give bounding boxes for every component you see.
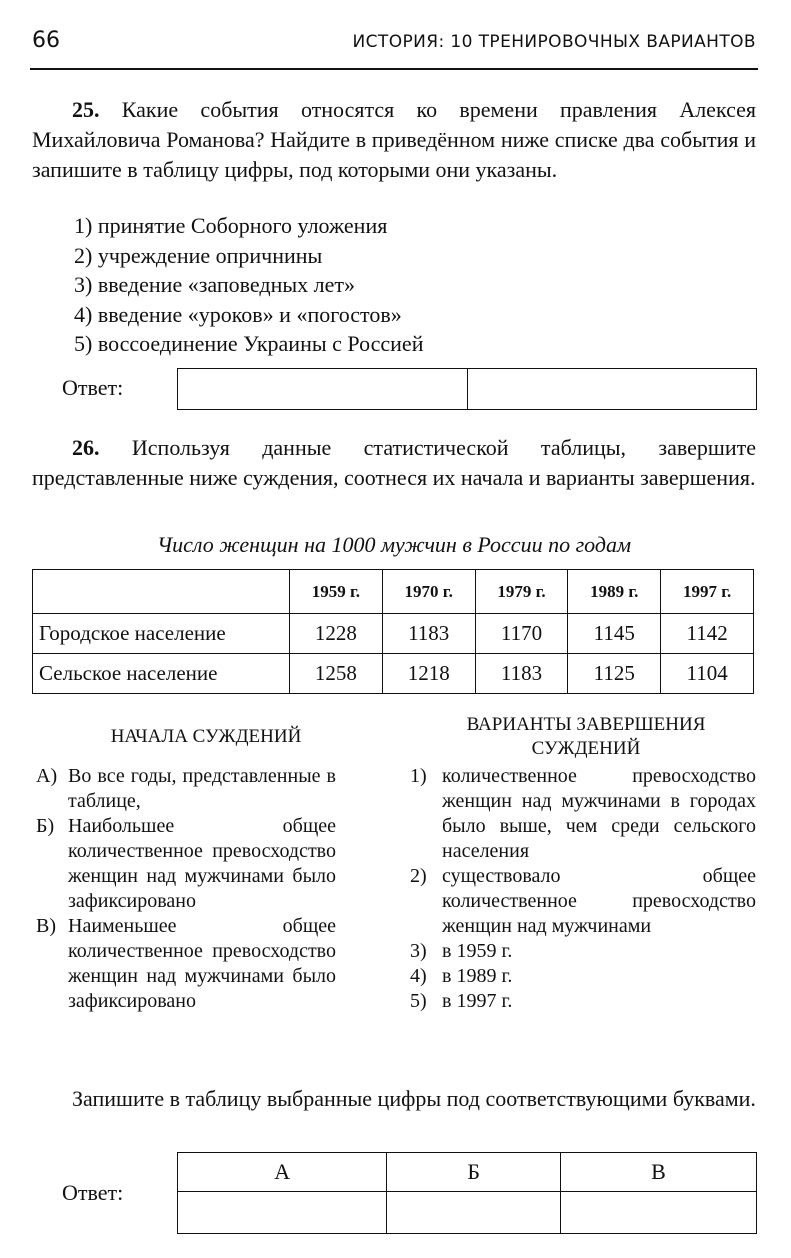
running-title: ИСТОРИЯ: 10 ТРЕНИРОВОЧНЫХ ВАРИАНТОВ bbox=[352, 32, 756, 52]
task-25-option: 2) учреждение опричнины bbox=[74, 243, 323, 268]
row-label: Сельское население bbox=[33, 654, 290, 694]
task-26-text: Используя данные статистической таблицы, завершите представленные ниже суждения, соотнеся их начала и варианты завершения. bbox=[32, 435, 756, 490]
ending-item bbox=[410, 864, 756, 939]
year-header: 1989 г. bbox=[568, 570, 661, 614]
table-header-row bbox=[33, 570, 754, 614]
item-marker: 2) bbox=[410, 865, 427, 887]
table-cell: 1228 bbox=[290, 614, 383, 654]
table-cell: 1104 bbox=[661, 654, 754, 694]
table-caption: Число женщин на 1000 мужчин в России по годам bbox=[156, 532, 632, 557]
task-25-question bbox=[32, 95, 756, 185]
table-cell: 1183 bbox=[382, 614, 475, 654]
year-header: 1997 г. bbox=[661, 570, 754, 614]
table-cell: 1183 bbox=[475, 654, 568, 694]
page-number: 66 bbox=[32, 28, 60, 53]
table-row bbox=[33, 654, 754, 694]
task-26-answer-table bbox=[177, 1152, 757, 1234]
answer-cell[interactable] bbox=[387, 1192, 560, 1234]
table-cell: 1218 bbox=[382, 654, 475, 694]
item-text: Во все годы, представленные в таблице, bbox=[68, 765, 336, 812]
table-cell: 1142 bbox=[661, 614, 754, 654]
task-25-option: 5) воссоединение Украины с Россией bbox=[74, 331, 424, 356]
item-text: существовало общее количественное превосходство женщин над мужчинами bbox=[442, 865, 756, 937]
beginning-item bbox=[36, 764, 336, 814]
table-cell: 1170 bbox=[475, 614, 568, 654]
answer-cell[interactable] bbox=[178, 369, 468, 410]
year-header: 1979 г. bbox=[475, 570, 568, 614]
ending-item bbox=[410, 989, 756, 1014]
answer-cell[interactable] bbox=[178, 1192, 387, 1234]
item-marker: 1) bbox=[410, 765, 427, 787]
table-cell: 1125 bbox=[568, 654, 661, 694]
year-header: 1970 г. bbox=[382, 570, 475, 614]
table-corner-cell bbox=[33, 570, 290, 614]
table-cell: 1258 bbox=[290, 654, 383, 694]
task-25-answer-box bbox=[177, 368, 757, 410]
item-marker: 4) bbox=[410, 965, 427, 987]
beginnings-list bbox=[36, 764, 336, 1014]
item-marker: Б) bbox=[36, 815, 55, 837]
endings-list bbox=[410, 764, 756, 1014]
answer-cell[interactable] bbox=[560, 1192, 756, 1234]
task-25-option: 3) введение «заповедных лет» bbox=[74, 272, 355, 297]
item-text: Наибольшее общее количественное превосходство женщин над мужчинами было зафиксировано bbox=[68, 815, 336, 912]
ending-item bbox=[410, 764, 756, 864]
task-25-number: 25. bbox=[72, 97, 100, 122]
item-marker: 5) bbox=[410, 990, 427, 1012]
task-26-number: 26. bbox=[72, 435, 100, 460]
ending-item bbox=[410, 939, 756, 964]
task-25-option: 4) введение «уроков» и «погостов» bbox=[74, 302, 402, 327]
row-label: Городское население bbox=[33, 614, 290, 654]
year-header: 1959 г. bbox=[290, 570, 383, 614]
beginning-item bbox=[36, 914, 336, 1014]
table-row bbox=[33, 614, 754, 654]
endings-title: ВАРИАНТЫ ЗАВЕРШЕНИЯ СУЖДЕНИЙ bbox=[466, 714, 706, 759]
item-text: Наименьшее общее количественное превосходство женщин над мужчинами было зафиксировано bbox=[68, 915, 336, 1012]
ending-item bbox=[410, 964, 756, 989]
item-marker: В) bbox=[36, 915, 56, 937]
answer-column-b: Б bbox=[387, 1153, 560, 1192]
item-text: в 1989 г. bbox=[442, 965, 513, 987]
answer-cell[interactable] bbox=[467, 369, 757, 410]
task-25-option: 1) принятие Соборного уложения bbox=[74, 213, 388, 238]
item-text: в 1997 г. bbox=[442, 990, 513, 1012]
item-marker: А) bbox=[36, 765, 58, 787]
item-marker: 3) bbox=[410, 940, 427, 962]
task-25-answer-label: Ответ: bbox=[62, 375, 124, 400]
task-26-instruction: Запишите в таблицу выбранные цифры под соответствующими буквами. bbox=[72, 1086, 756, 1111]
task-26-answer-label: Ответ: bbox=[62, 1180, 124, 1205]
answer-column-v: В bbox=[560, 1153, 756, 1192]
table-cell: 1145 bbox=[568, 614, 661, 654]
beginning-item bbox=[36, 814, 336, 914]
beginnings-title: НАЧАЛА СУЖДЕНИЙ bbox=[110, 726, 302, 747]
statistics-table bbox=[32, 569, 754, 694]
item-text: количественное превосходство женщин над мужчинами в городах было выше, чем среди сельского населения bbox=[442, 765, 756, 862]
task-25-text: Какие события относятся ко времени правления Алексея Михайловича Романова? Найдите в приведённом ниже списке два события и запишите в таблицу цифры, под которыми они указаны. bbox=[32, 97, 757, 182]
answer-column-a: А bbox=[178, 1153, 387, 1192]
task-26-question bbox=[32, 433, 756, 493]
page-header bbox=[30, 22, 758, 70]
item-text: в 1959 г. bbox=[442, 940, 513, 962]
